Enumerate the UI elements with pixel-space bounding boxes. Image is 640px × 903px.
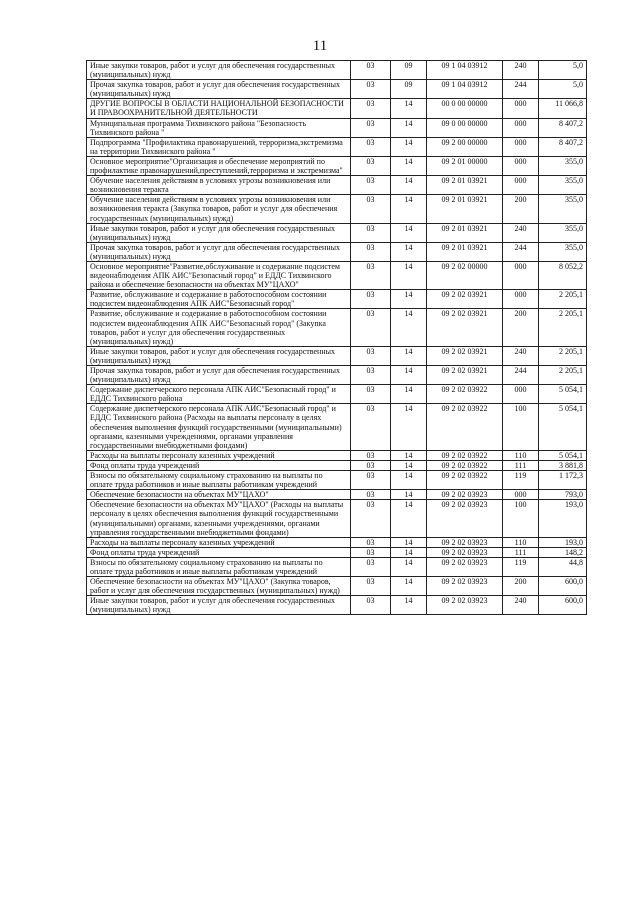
cell-expense-type: 000 [503,137,539,156]
cell-amount: 2 205,1 [539,346,587,365]
cell-amount: 148,2 [539,547,587,557]
cell-target-code: 09 2 01 03921 [427,195,503,223]
cell-subsection: 14 [391,261,427,289]
cell-amount: 355,0 [539,176,587,195]
cell-subsection: 14 [391,195,427,223]
cell-name: Прочая закупка товаров, работ и услуг для обеспечения государственных (муниципальных) нужд [87,242,351,261]
cell-subsection: 14 [391,404,427,450]
cell-amount: 8 407,2 [539,137,587,156]
cell-expense-type: 000 [503,261,539,289]
cell-name: Содержание диспетчерского персонала АПК АИС"Безопасный город" и ЕДДС Тихвинского района (Расходы на выплаты персоналу в целях обеспечения выполнения функций государственными (муниципальными) органами, казенными учреждениями, органами управления государственными внебюджетными фондами) [87,404,351,450]
cell-amount: 355,0 [539,156,587,175]
table-row [87,471,587,490]
cell-expense-type: 200 [503,309,539,346]
cell-expense-type: 000 [503,385,539,404]
cell-expense-type: 000 [503,290,539,309]
cell-subsection: 09 [391,80,427,99]
cell-name: Иные закупки товаров, работ и услуг для обеспечения государственных (муниципальных) нужд [87,596,351,615]
cell-amount: 600,0 [539,596,587,615]
cell-target-code: 09 2 00 00000 [427,137,503,156]
cell-name: Обучение населения действиям в условиях угрозы возникновения или возникновения теракта (Закупка товаров, работ и услуг для обеспечения государственных (муниципальных) нужд) [87,195,351,223]
cell-amount: 193,0 [539,500,587,537]
cell-section: 03 [351,80,391,99]
cell-subsection: 14 [391,490,427,500]
cell-section: 03 [351,596,391,615]
cell-amount: 3 881,8 [539,460,587,470]
cell-section: 03 [351,490,391,500]
cell-expense-type: 200 [503,577,539,596]
cell-section: 03 [351,195,391,223]
cell-amount: 5,0 [539,61,587,80]
cell-expense-type: 119 [503,557,539,576]
table-row [87,596,587,615]
cell-amount: 2 205,1 [539,366,587,385]
cell-target-code: 09 2 02 03923 [427,596,503,615]
cell-expense-type: 244 [503,80,539,99]
cell-expense-type: 200 [503,195,539,223]
cell-name: Основное мероприятие"Развитие,обслуживание и содержание подсистем видеонаблюдения АПК АИС"Безопасный город" и ЕДДС Тихвинского района и обеспечение безопасности на объектах МУ"ЦАХО" [87,261,351,289]
cell-subsection: 14 [391,450,427,460]
cell-expense-type: 110 [503,450,539,460]
cell-section: 03 [351,261,391,289]
cell-target-code: 09 2 02 03921 [427,346,503,365]
cell-target-code: 00 0 00 00000 [427,99,503,118]
cell-subsection: 14 [391,137,427,156]
cell-name: Иные закупки товаров, работ и услуг для обеспечения государственных (муниципальных) нужд [87,346,351,365]
cell-amount: 600,0 [539,577,587,596]
cell-target-code: 09 2 02 03922 [427,460,503,470]
cell-target-code: 09 2 02 03922 [427,471,503,490]
cell-amount: 5 054,1 [539,404,587,450]
table-row [87,450,587,460]
cell-section: 03 [351,385,391,404]
cell-subsection: 14 [391,557,427,576]
page-number: 11 [312,38,328,54]
cell-target-code: 09 2 02 03921 [427,309,503,346]
table-row [87,195,587,223]
table-row [87,176,587,195]
cell-amount: 44,8 [539,557,587,576]
cell-name: Подпрограмма "Профилактика правонарушений, терроризма,экстремизма на территории Тихвинского района " [87,137,351,156]
cell-amount: 5 054,1 [539,450,587,460]
cell-section: 03 [351,471,391,490]
cell-subsection: 14 [391,290,427,309]
cell-expense-type: 000 [503,118,539,137]
cell-name: Иные закупки товаров, работ и услуг для обеспечения государственных (муниципальных) нужд [87,61,351,80]
cell-expense-type: 111 [503,547,539,557]
cell-amount: 193,0 [539,537,587,547]
cell-subsection: 14 [391,596,427,615]
cell-name: Обеспечение безопасности на объектах МУ"ЦАХО" (Закупка товаров, работ и услуг для обеспечения государственных (муниципальных) нужд) [87,577,351,596]
cell-target-code: 09 2 01 03921 [427,223,503,242]
cell-name: Фонд оплаты труда учреждений [87,547,351,557]
cell-target-code: 09 2 01 03921 [427,242,503,261]
table-row [87,61,587,80]
cell-section: 03 [351,309,391,346]
cell-target-code: 09 2 02 00000 [427,261,503,289]
cell-expense-type: 000 [503,490,539,500]
cell-name: ДРУГИЕ ВОПРОСЫ В ОБЛАСТИ НАЦИОНАЛЬНОЙ БЕЗОПАСНОСТИ И ПРАВООХРАНИТЕЛЬНОЙ ДЕЯТЕЛЬНОСТИ [87,99,351,118]
cell-name: Обучение населения действиям в условиях угрозы возникновения или возникновения теракта [87,176,351,195]
cell-section: 03 [351,223,391,242]
cell-subsection: 14 [391,99,427,118]
table-row [87,385,587,404]
cell-expense-type: 100 [503,500,539,537]
cell-target-code: 09 2 02 03923 [427,490,503,500]
cell-expense-type: 244 [503,366,539,385]
cell-amount: 8 407,2 [539,118,587,137]
table-row [87,290,587,309]
cell-subsection: 14 [391,242,427,261]
cell-section: 03 [351,450,391,460]
cell-name: Прочая закупка товаров, работ и услуг для обеспечения государственных (муниципальных) нужд [87,80,351,99]
table-row [87,309,587,346]
table-row [87,366,587,385]
cell-subsection: 14 [391,156,427,175]
cell-target-code: 09 2 02 03922 [427,385,503,404]
cell-name: Основное мероприятие"Организация и обеспечение мероприятий по профилактике правонарушений,преступлений,терроризма и экстремизма" [87,156,351,175]
table-row [87,223,587,242]
cell-expense-type: 240 [503,346,539,365]
table-row [87,577,587,596]
cell-section: 03 [351,460,391,470]
table-row [87,346,587,365]
cell-section: 03 [351,577,391,596]
cell-amount: 2 205,1 [539,309,587,346]
cell-section: 03 [351,537,391,547]
cell-name: Развитие, обслуживание и содержание в работоспособном состоянии подсистем видеонаблюдения АПК АИС"Безопасный город" [87,290,351,309]
cell-section: 03 [351,557,391,576]
cell-expense-type: 000 [503,176,539,195]
cell-target-code: 09 2 02 03923 [427,537,503,547]
cell-name: Фонд оплаты труда учреждений [87,460,351,470]
table-row [87,460,587,470]
cell-expense-type: 110 [503,537,539,547]
cell-expense-type: 244 [503,242,539,261]
cell-amount: 2 205,1 [539,290,587,309]
cell-section: 03 [351,118,391,137]
cell-name: Прочая закупка товаров, работ и услуг для обеспечения государственных (муниципальных) нужд [87,366,351,385]
table-row [87,537,587,547]
table-row [87,547,587,557]
cell-section: 03 [351,156,391,175]
cell-expense-type: 111 [503,460,539,470]
cell-name: Муниципальная программа Тихвинского района "Безопасность Тихвинского района " [87,118,351,137]
cell-expense-type: 240 [503,61,539,80]
cell-target-code: 09 2 02 03923 [427,500,503,537]
cell-section: 03 [351,242,391,261]
cell-section: 03 [351,176,391,195]
cell-section: 03 [351,547,391,557]
cell-name: Обеспечение безопасности на объектах МУ"ЦАХО" [87,490,351,500]
cell-subsection: 14 [391,500,427,537]
cell-subsection: 14 [391,366,427,385]
table-row [87,99,587,118]
cell-subsection: 14 [391,309,427,346]
cell-amount: 355,0 [539,242,587,261]
cell-target-code: 09 2 02 03921 [427,290,503,309]
table-row [87,80,587,99]
cell-target-code: 09 1 04 03912 [427,80,503,99]
cell-name: Содержание диспетчерского персонала АПК АИС"Безопасный город" и ЕДДС Тихвинского района [87,385,351,404]
cell-section: 03 [351,99,391,118]
cell-amount: 1 172,3 [539,471,587,490]
cell-amount: 793,0 [539,490,587,500]
table-row [87,490,587,500]
cell-target-code: 09 2 02 03922 [427,404,503,450]
cell-expense-type: 119 [503,471,539,490]
cell-amount: 355,0 [539,223,587,242]
cell-target-code: 09 2 02 03923 [427,577,503,596]
cell-subsection: 14 [391,547,427,557]
cell-subsection: 14 [391,577,427,596]
cell-name: Развитие, обслуживание и содержание в работоспособном состоянии подсистем видеонаблюдения АПК АИС"Безопасный город" (Закупка товаров, работ и услуг для обеспечения государственных (муниципальных) нужд) [87,309,351,346]
cell-amount: 11 066,8 [539,99,587,118]
cell-target-code: 09 2 02 03923 [427,557,503,576]
table-row [87,118,587,137]
cell-expense-type: 100 [503,404,539,450]
cell-section: 03 [351,346,391,365]
cell-name: Иные закупки товаров, работ и услуг для обеспечения государственных (муниципальных) нужд [87,223,351,242]
cell-target-code: 09 2 01 03921 [427,176,503,195]
table-row [87,261,587,289]
table-row [87,500,587,537]
cell-section: 03 [351,404,391,450]
cell-name: Обеспечение безопасности на объектах МУ"ЦАХО" (Расходы на выплаты персоналу в целях обеспечения выполнения функций государственными (муниципальными) органами, казенными учреждениями, органами управления государственными внебюджетными фондами) [87,500,351,537]
table-row [87,557,587,576]
cell-subsection: 14 [391,385,427,404]
cell-section: 03 [351,61,391,80]
cell-name: Расходы на выплаты персоналу казенных учреждений [87,450,351,460]
cell-subsection: 14 [391,223,427,242]
cell-subsection: 14 [391,471,427,490]
cell-subsection: 14 [391,176,427,195]
cell-amount: 8 052,2 [539,261,587,289]
cell-subsection: 14 [391,118,427,137]
cell-expense-type: 000 [503,156,539,175]
cell-target-code: 09 2 02 03921 [427,366,503,385]
cell-name: Взносы по обязательному социальному страхованию на выплаты по оплате труда работников и иные выплаты работникам учреждений [87,471,351,490]
table-row [87,156,587,175]
cell-section: 03 [351,500,391,537]
budget-table [86,60,587,615]
cell-subsection: 14 [391,537,427,547]
table-row [87,242,587,261]
cell-amount: 355,0 [539,195,587,223]
cell-amount: 5,0 [539,80,587,99]
cell-target-code: 09 1 04 03912 [427,61,503,80]
cell-expense-type: 240 [503,223,539,242]
cell-subsection: 14 [391,460,427,470]
budget-table-body [87,61,587,615]
table-row [87,137,587,156]
cell-target-code: 09 2 02 03923 [427,547,503,557]
cell-section: 03 [351,366,391,385]
cell-section: 03 [351,290,391,309]
cell-amount: 5 054,1 [539,385,587,404]
table-row [87,404,587,450]
cell-expense-type: 000 [503,99,539,118]
cell-target-code: 09 2 02 03922 [427,450,503,460]
cell-target-code: 09 0 00 00000 [427,118,503,137]
cell-section: 03 [351,137,391,156]
cell-name: Расходы на выплаты персоналу казенных учреждений [87,537,351,547]
cell-expense-type: 240 [503,596,539,615]
cell-subsection: 14 [391,346,427,365]
cell-subsection: 09 [391,61,427,80]
cell-target-code: 09 2 01 00000 [427,156,503,175]
cell-name: Взносы по обязательному социальному страхованию на выплаты по оплате труда работников и иные выплаты работникам учреждений [87,557,351,576]
